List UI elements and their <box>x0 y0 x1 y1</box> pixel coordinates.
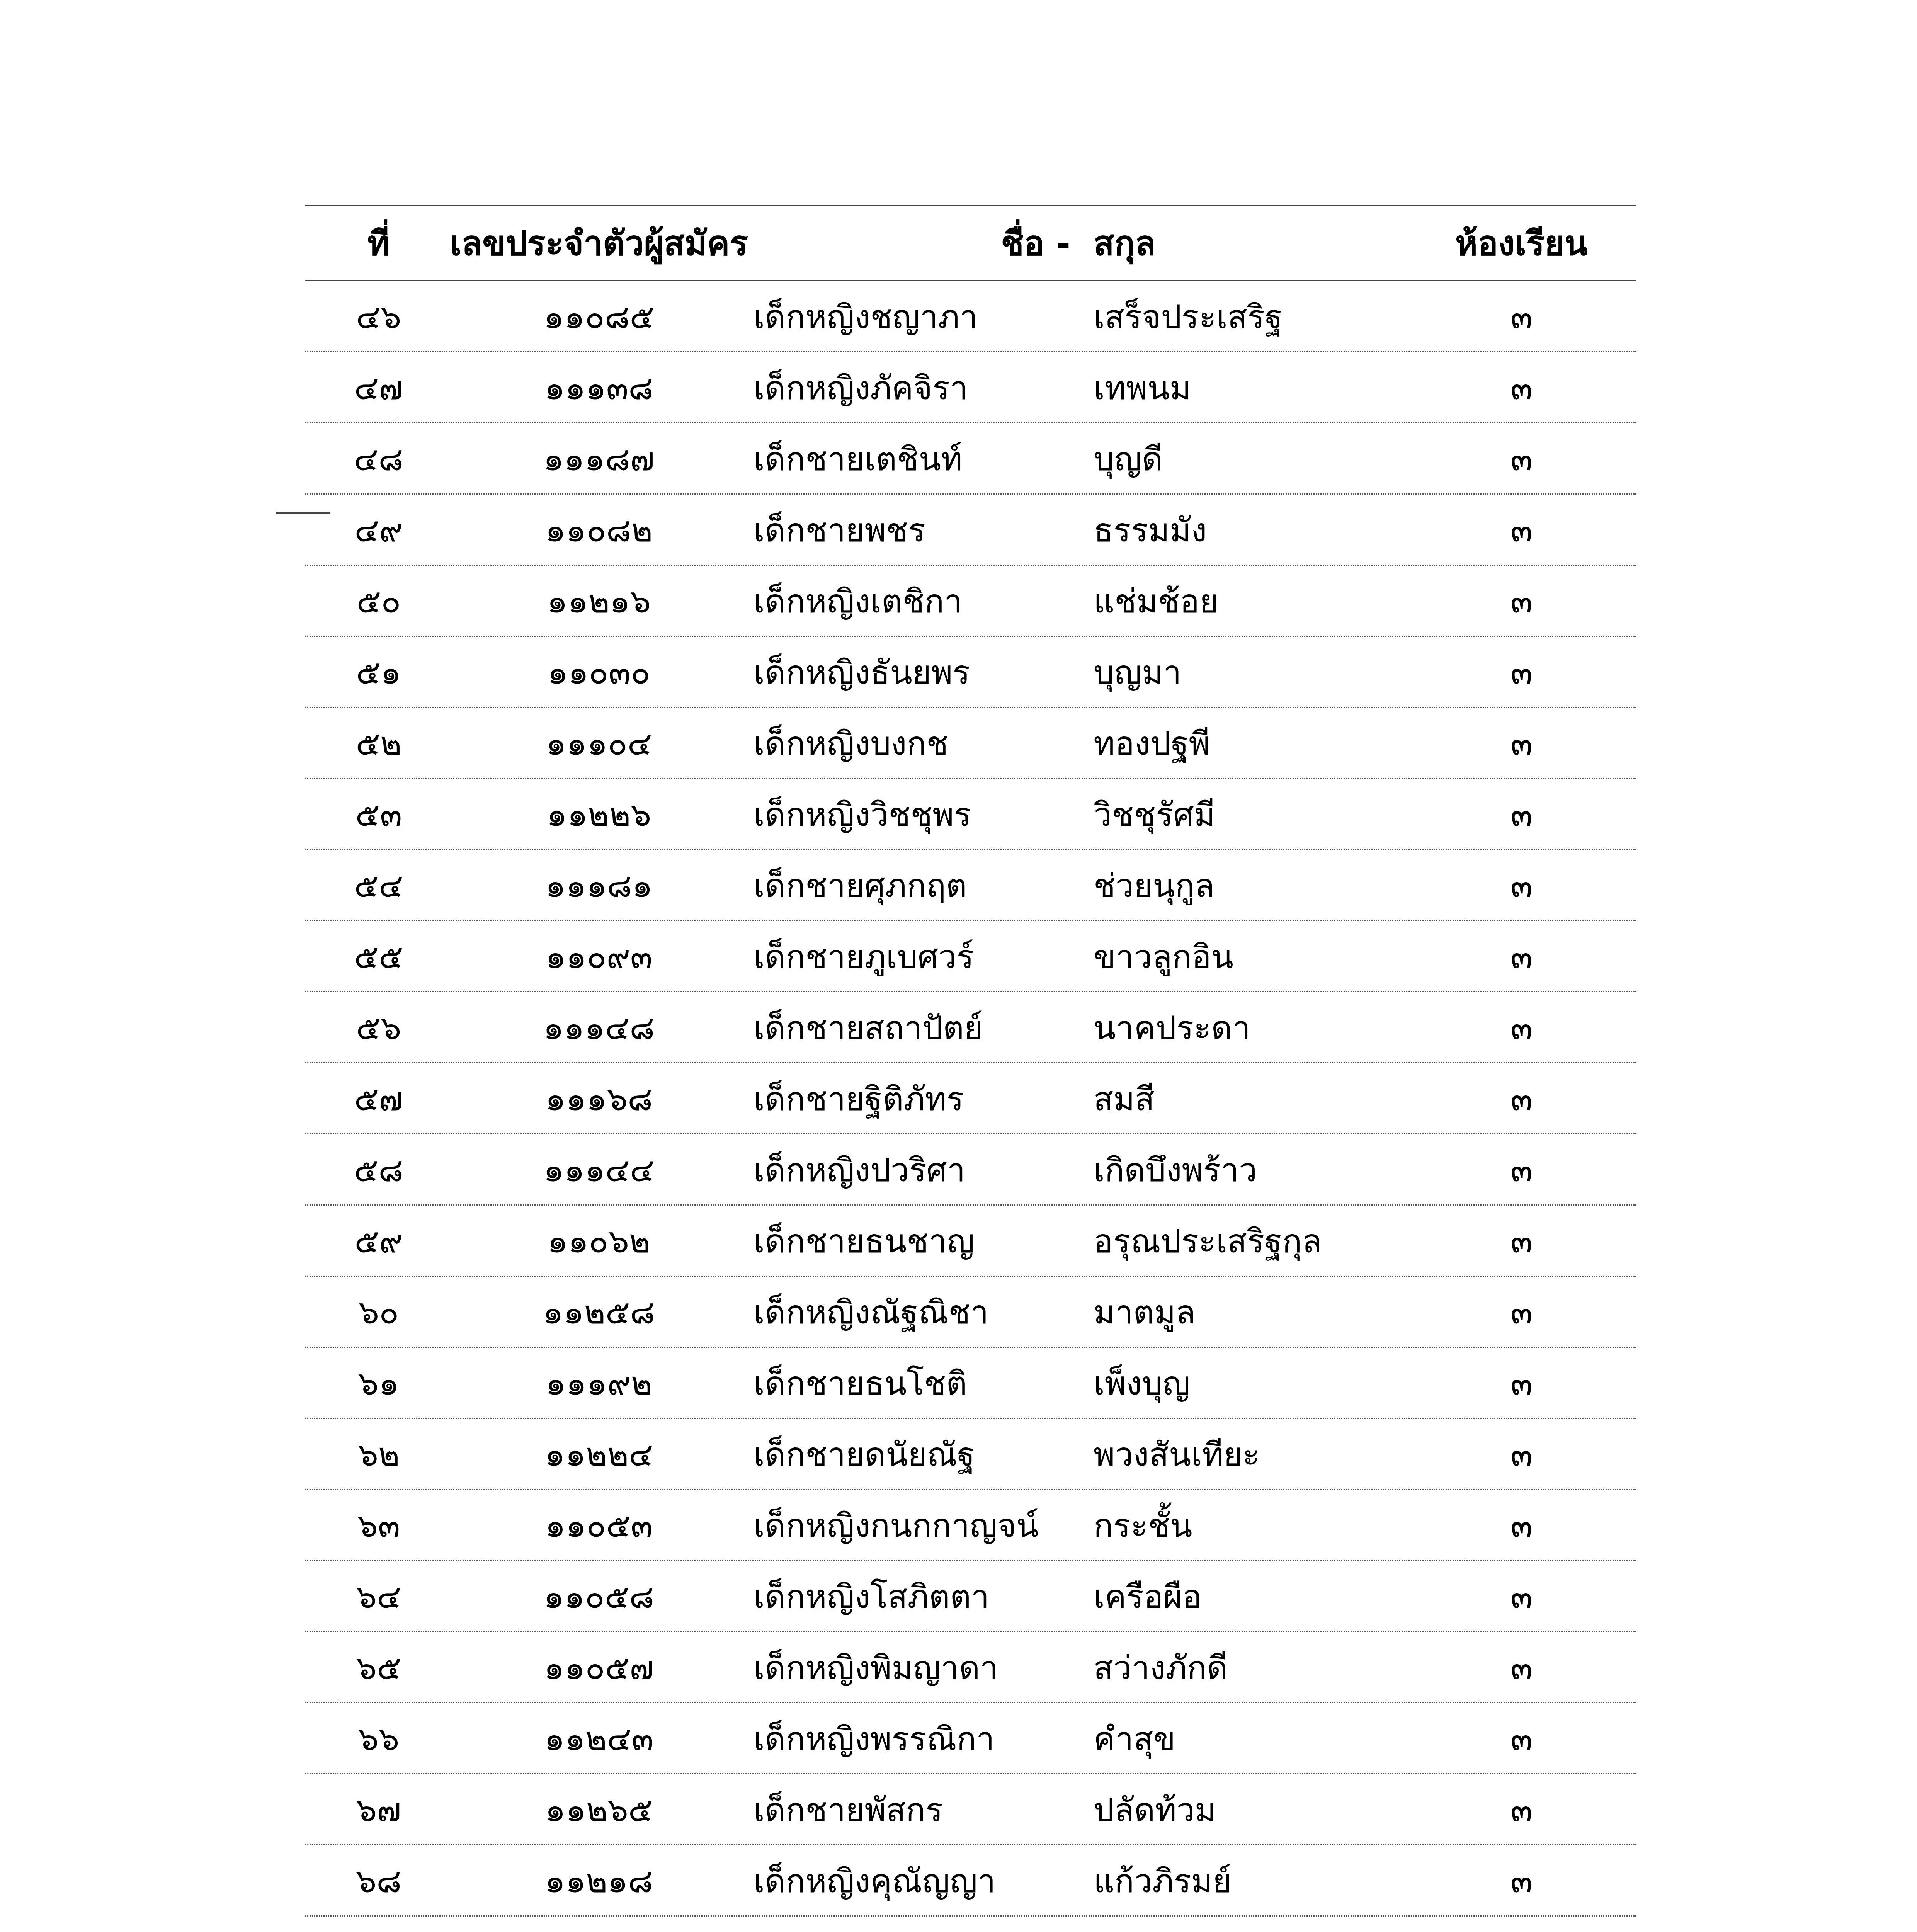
student-surname: นาคประดา <box>1094 1009 1251 1047</box>
applicant-roster-table <box>305 205 1636 1932</box>
row-number <box>305 1917 452 1932</box>
applicant-id: ๑๑๒๖๕ <box>545 1791 653 1829</box>
row-number: ๕๘ <box>354 1151 404 1189</box>
applicant-id: ๑๑๐๕๓ <box>545 1506 653 1544</box>
applicant-id: ๑๑๐๘๒ <box>545 511 653 549</box>
classroom: ๓ <box>1510 1151 1533 1189</box>
applicant-id: ๑๑๑๙๒ <box>545 1364 653 1402</box>
student-name: เด็กหญิงชญาภา <box>754 298 978 336</box>
student-surname: เทพนม <box>1094 369 1191 407</box>
table-row <box>305 921 1636 992</box>
header-no: ที่ <box>367 223 390 263</box>
applicant-id: ๑๑๑๔๘ <box>543 1009 655 1047</box>
table-row <box>305 708 1636 779</box>
table-row <box>305 566 1636 637</box>
applicant-id <box>460 1917 738 1932</box>
row-number: ๖๓ <box>357 1506 400 1544</box>
student-surname: วิชชุรัศมี <box>1094 795 1215 833</box>
classroom: ๓ <box>1510 1719 1533 1758</box>
student-name: เด็กหญิงพรรณิกา <box>754 1719 995 1758</box>
classroom: ๓ <box>1510 440 1533 478</box>
student-surname: อรุณประเสริฐกุล <box>1094 1222 1322 1260</box>
student-surname: เพ็งบุญ <box>1094 1364 1190 1402</box>
row-number: ๕๖ <box>356 1009 401 1047</box>
row-number: ๕๑ <box>356 653 401 691</box>
student-surname: แก้วภิรมย์ <box>1094 1862 1232 1900</box>
row-number: ๖๕ <box>356 1648 401 1687</box>
table-row <box>305 1490 1636 1561</box>
student-name: เด็กหญิงโสภิตตา <box>754 1577 990 1616</box>
applicant-id: ๑๑๒๕๘ <box>543 1293 655 1331</box>
classroom: ๓ <box>1510 1293 1533 1331</box>
table-row <box>305 1774 1636 1845</box>
student-surname: กระชั้น <box>1094 1506 1192 1544</box>
applicant-id: ๑๑๐๙๓ <box>545 937 653 976</box>
student-surname: ช่วยนุกูล <box>1094 866 1215 905</box>
student-surname: บุญมา <box>1094 653 1182 691</box>
student-name: เด็กชายธนโชติ <box>754 1364 967 1402</box>
student-surname: บุญดี <box>1094 440 1163 478</box>
row-number: ๕๒ <box>356 724 402 762</box>
classroom: ๓ <box>1510 653 1533 691</box>
row-number: ๕๙ <box>354 1222 403 1260</box>
row-number: ๖๑ <box>358 1364 400 1402</box>
table-row <box>305 850 1636 921</box>
table-body <box>305 281 1636 1932</box>
student-name: เด็กหญิงวิชชุพร <box>754 795 971 833</box>
classroom: ๓ <box>1510 1222 1533 1260</box>
classroom: ๓ <box>1510 369 1533 407</box>
student-name: เด็กหญิงเตชิกา <box>754 582 963 620</box>
table-row <box>305 1561 1636 1632</box>
row-number: ๕๕ <box>354 937 403 976</box>
applicant-id: ๑๑๒๒๔ <box>544 1435 653 1473</box>
applicant-id: ๑๑๑๘๗ <box>543 440 655 478</box>
classroom: ๓ <box>1510 1577 1533 1616</box>
table-row <box>305 1277 1636 1348</box>
classroom: ๓ <box>1510 1364 1533 1402</box>
student-name: เด็กหญิงพิมญาดา <box>754 1648 998 1687</box>
student-name: เด็กหญิงปวริศา <box>754 1151 966 1189</box>
table-row <box>305 1845 1636 1917</box>
table-row <box>305 637 1636 708</box>
applicant-id: ๑๑๑๐๔ <box>546 724 652 762</box>
classroom: ๓ <box>1510 866 1533 905</box>
row-number: ๕๐ <box>356 582 401 620</box>
applicant-id: ๑๑๐๕๘ <box>543 1577 655 1616</box>
row-number: ๕๗ <box>354 1080 403 1118</box>
student-name: เด็กหญิงณัฐณิชา <box>754 1293 989 1331</box>
table-row <box>305 495 1636 566</box>
row-number: ๖๘ <box>356 1862 402 1900</box>
header-classroom: ห้องเรียน <box>1455 223 1588 263</box>
row-number: ๔๘ <box>354 440 404 478</box>
header-name: ชื่อ - <box>1001 223 1070 263</box>
applicant-id: ๑๑๒๔๓ <box>544 1719 654 1758</box>
classroom: ๓ <box>1510 1435 1533 1473</box>
table-row <box>305 423 1636 495</box>
table-row <box>305 1134 1636 1206</box>
student-name: เด็กชายดนัยณัฐ <box>754 1435 975 1473</box>
student-name: เด็กชายฐิติภัทร <box>754 1080 964 1118</box>
student-surname: เสร็จประเสริฐ <box>1094 298 1283 336</box>
classroom <box>1407 1917 1636 1932</box>
header-applicant-id: เลขประจำตัวผู้สมัคร <box>450 223 748 263</box>
student-name: เด็กชายสถาปัตย์ <box>754 1009 983 1047</box>
student-surname: ขาวลูกอิน <box>1094 937 1233 976</box>
margin-mark <box>276 512 330 514</box>
classroom: ๓ <box>1510 1791 1533 1829</box>
applicant-id: ๑๑๐๓๐ <box>547 653 651 691</box>
row-number: ๖๗ <box>356 1791 401 1829</box>
student-name: เด็กหญิงคุณัญญา <box>754 1862 996 1900</box>
student-surname: สว่างภักดี <box>1094 1648 1228 1687</box>
classroom: ๓ <box>1510 937 1533 976</box>
student-name: เด็กชายธนชาญ <box>754 1222 975 1260</box>
student-surname: สมสี <box>1094 1080 1155 1118</box>
applicant-id: ๑๑๐๕๗ <box>544 1648 654 1687</box>
row-number: ๕๔ <box>354 866 403 905</box>
classroom: ๓ <box>1510 795 1533 833</box>
header-surname: สกุล <box>1094 223 1156 263</box>
table-row <box>305 281 1636 352</box>
classroom: ๓ <box>1510 1648 1533 1687</box>
row-number: ๔๙ <box>354 511 403 549</box>
student-name: เด็กหญิงธันยพร <box>754 653 970 691</box>
student-name: เด็กชายภูเบศวร์ <box>754 937 974 976</box>
classroom: ๓ <box>1510 582 1533 620</box>
table-row <box>305 779 1636 850</box>
student-surname: เครือผือ <box>1094 1577 1202 1616</box>
applicant-id: ๑๑๒๑๖ <box>547 582 651 620</box>
table-header <box>305 205 1636 281</box>
classroom: ๓ <box>1510 1506 1533 1544</box>
table-row <box>305 1917 1636 1932</box>
applicant-id: ๑๑๒๑๘ <box>544 1862 653 1900</box>
classroom: ๓ <box>1510 724 1533 762</box>
table-row <box>305 992 1636 1063</box>
row-number: ๔๖ <box>356 298 401 336</box>
student-name: เด็กหญิงภัคจิรา <box>754 369 968 407</box>
student-surname: คำสุข <box>1094 1719 1176 1758</box>
student-name: เด็กหญิงกนกกาญจน์ <box>754 1506 1039 1544</box>
student-name: เด็กชายพัสกร <box>754 1791 943 1829</box>
applicant-id: ๑๑๑๖๘ <box>545 1080 653 1118</box>
classroom: ๓ <box>1510 511 1533 549</box>
student-name: เด็กชายพชร <box>754 511 926 549</box>
row-number: ๖๒ <box>357 1435 400 1473</box>
student-name <box>754 1917 1086 1932</box>
classroom: ๓ <box>1510 1009 1533 1047</box>
table-row <box>305 1632 1636 1703</box>
row-number: ๖๔ <box>356 1577 401 1616</box>
student-surname: มาตมูล <box>1094 1293 1196 1331</box>
table-row <box>305 1419 1636 1490</box>
applicant-id: ๑๑๐๘๕ <box>543 298 655 336</box>
student-surname: เกิดบึงพร้าว <box>1094 1151 1257 1189</box>
table-row <box>305 1348 1636 1419</box>
student-surname: ทองปฐพี <box>1094 724 1210 762</box>
applicant-id: ๑๑๒๒๖ <box>546 795 651 833</box>
classroom: ๓ <box>1510 1862 1533 1900</box>
applicant-id: ๑๑๑๔๔ <box>543 1151 655 1189</box>
student-name: เด็กหญิงบงกช <box>754 724 949 762</box>
table-row <box>305 352 1636 423</box>
row-number: ๖๖ <box>358 1719 400 1758</box>
applicant-id: ๑๑๑๘๑ <box>545 866 653 905</box>
applicant-id: ๑๑๑๓๘ <box>544 369 654 407</box>
applicant-id: ๑๑๐๖๒ <box>547 1222 651 1260</box>
student-surname <box>1094 1917 1403 1932</box>
table-row <box>305 1063 1636 1134</box>
row-number: ๔๗ <box>354 369 403 407</box>
student-name: เด็กชายศุภกฤต <box>754 866 967 905</box>
student-surname: พวงสันเทียะ <box>1094 1435 1260 1473</box>
table-row <box>305 1703 1636 1774</box>
student-name: เด็กชายเตชินท์ <box>754 440 963 478</box>
classroom: ๓ <box>1510 298 1533 336</box>
row-number: ๖๐ <box>358 1293 399 1331</box>
row-number: ๕๓ <box>355 795 402 833</box>
student-surname: ปลัดท้วม <box>1094 1791 1216 1829</box>
classroom: ๓ <box>1510 1080 1533 1118</box>
student-surname: แช่มช้อย <box>1094 582 1219 620</box>
student-surname: ธรรมมัง <box>1094 511 1207 549</box>
table-row <box>305 1206 1636 1277</box>
